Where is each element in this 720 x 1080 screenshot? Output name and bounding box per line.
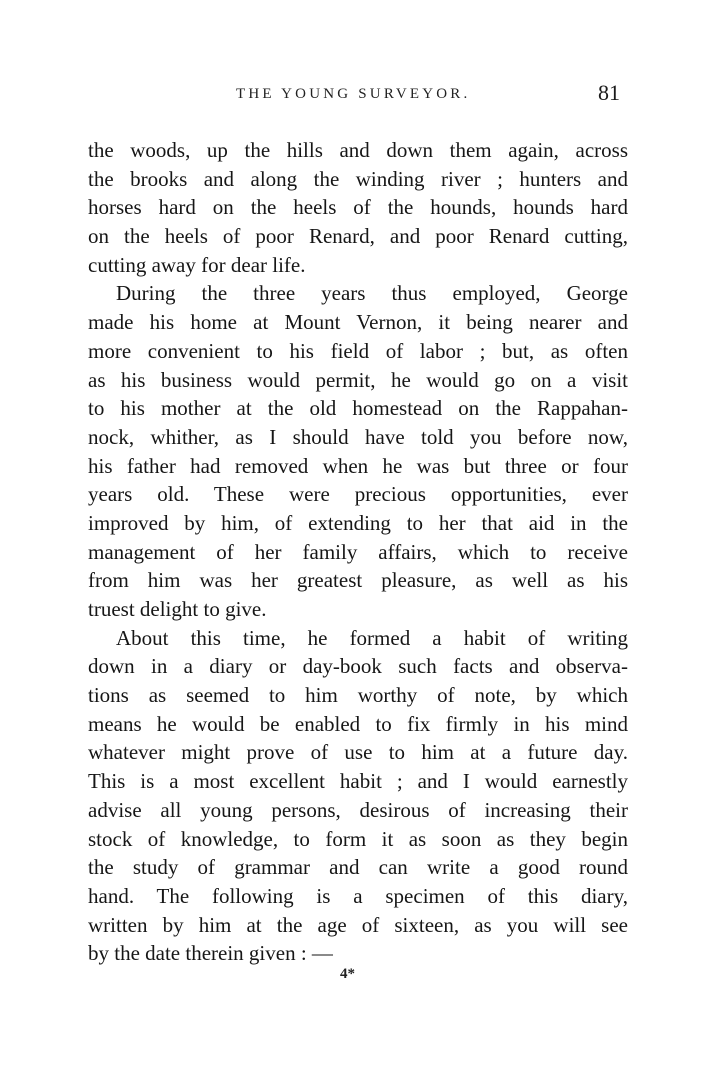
text-line: cutting away for dear life. [88, 252, 306, 277]
text-line: whatever might prove of use to him at a future day. [88, 740, 628, 765]
text-line: truest delight to give. [88, 597, 267, 621]
text-line: on the heels of poor Renard, and poor Renard cutting, [88, 224, 628, 249]
text-line: from him was her greatest pleasure, as well as his [88, 568, 628, 593]
text-line: down in a diary or day-book such facts and observa- [88, 654, 628, 679]
text-line: During the three years thus employed, George [116, 281, 628, 306]
text-line: written by him at the age of sixteen, as you will see [88, 912, 628, 937]
text-line: years old. These were precious opportunities, ever [88, 482, 628, 507]
text-line: nock, whither, as I should have told you before now, [88, 424, 628, 449]
text-line: About this time, he formed a habit of writing [116, 625, 628, 650]
text-line: advise all young persons, desirous of increasing their [88, 797, 628, 822]
text-line: hand. The following is a specimen of this diary, [88, 883, 628, 908]
text-line: management of her family affairs, which to receive [88, 539, 628, 564]
text-line: made his home at Mount Vernon, it being nearer and [88, 310, 628, 335]
text-line: the brooks and along the winding river ; hunters and [88, 166, 628, 191]
text-line: tions as seemed to him worthy of note, by which [88, 683, 628, 708]
text-line: the study of grammar and can write a good round [88, 855, 628, 880]
signature-mark: 4* [340, 966, 355, 982]
text-line: This is a most excellent habit ; and I would earnestly [88, 769, 628, 794]
text-line: as his business would permit, he would go on a visit [88, 367, 628, 392]
text-line: more convenient to his field of labor ; but, as often [88, 338, 628, 363]
text-line: the woods, up the hills and down them again, across [88, 138, 628, 162]
text-line: to his mother at the old homestead on the Rappahan- [88, 396, 628, 421]
text-line: improved by him, of extending to her that aid in the [88, 510, 628, 535]
text-line: means he would be enabled to fix firmly in his mind [88, 711, 628, 736]
text-line: his father had removed when he was but three or four [88, 453, 628, 478]
text-line: horses hard on the heels of the hounds, hounds hard [88, 195, 628, 220]
text-line: stock of knowledge, to form it as soon as they begin [88, 826, 628, 851]
body-text [88, 136, 628, 968]
page-number: 81 [598, 80, 620, 105]
text-line: by the date therein given : — [88, 941, 333, 966]
running-title: THE YOUNG SURVEYOR. [236, 86, 471, 102]
